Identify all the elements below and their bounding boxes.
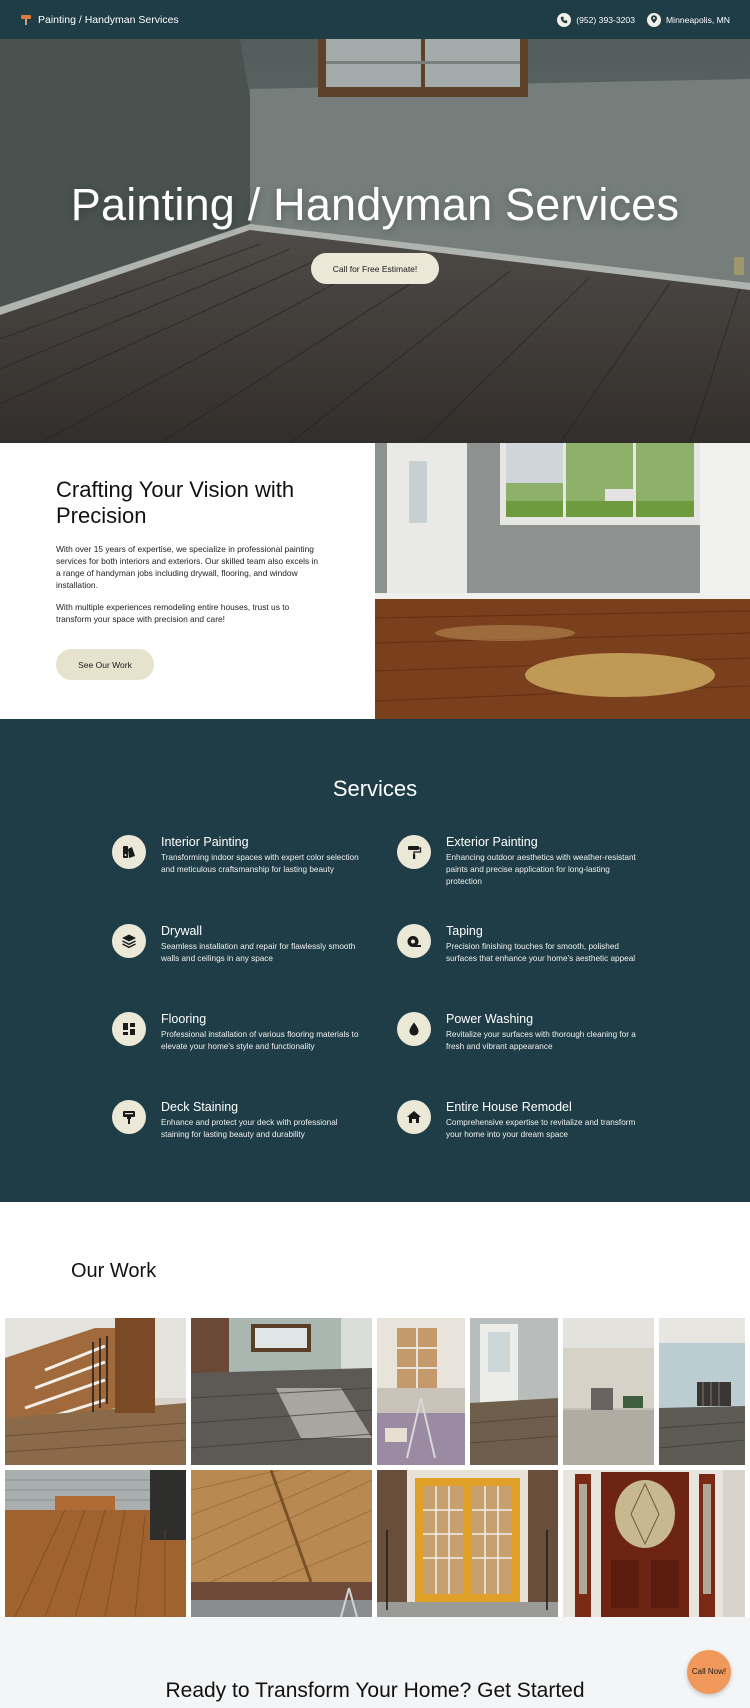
service-name: Interior Painting: [161, 835, 249, 849]
phone-icon: [557, 13, 571, 27]
cta-title: Ready to Transform Your Home? Get Started: [165, 1679, 585, 1702]
see-our-work-button[interactable]: See Our Work: [56, 649, 154, 680]
gallery-photo-deck[interactable]: [5, 1470, 186, 1617]
service-desc: Professional installation of various flooring materials to elevate your home's style and functionality: [161, 1030, 359, 1051]
service-desc: Comprehensive expertise to revitalize and transform your home into your dream space: [446, 1118, 636, 1139]
gallery-photo-front-door[interactable]: [563, 1470, 745, 1617]
service-name: Drywall: [161, 924, 202, 938]
service-name: Flooring: [161, 1012, 207, 1026]
site-header: [0, 0, 750, 39]
hero-title: Painting / Handyman Services: [70, 179, 680, 230]
cta-section: [0, 1617, 750, 1708]
gallery-photo-orange-doors[interactable]: [377, 1470, 558, 1617]
free-estimate-button[interactable]: Call for Free Estimate!: [311, 253, 439, 284]
our-work-title: Our Work: [71, 1260, 157, 1282]
service-desc: Enhance and protect your deck with professional staining for lasting beauty and durability: [161, 1118, 338, 1139]
map-pin-icon: [647, 13, 661, 27]
call-now-floating-button[interactable]: Call Now!: [687, 1650, 731, 1694]
gallery-photo-living-room-floor[interactable]: [191, 1318, 372, 1465]
phone-number: (952) 393-3203: [576, 14, 635, 25]
services-title: Services: [332, 776, 418, 801]
location-text: Minneapolis, MN: [666, 14, 730, 25]
service-desc: Enhancing outdoor aesthetics with weather-resistant paints and precise application for long-lasting protection: [446, 853, 636, 886]
gallery-photo-cedar-ceiling[interactable]: [191, 1470, 372, 1617]
about-paragraph-1: With over 15 years of expertise, we specialize in professional painting services for both interiors and exteriors. Our skilled team also excels in a range of handyman jobs including drywall, flooring, and window installation.: [56, 544, 319, 590]
service-name: Entire House Remodel: [446, 1100, 572, 1114]
service-name: Taping: [446, 924, 483, 938]
service-desc: Revitalize your surfaces with thorough cleaning for a fresh and vibrant appearance: [446, 1030, 636, 1051]
paint-roller-icon: [397, 835, 431, 869]
brand[interactable]: [20, 14, 179, 26]
service-desc: Transforming indoor spaces with expert color selection and meticulous craftsmanship for lasting beauty: [161, 853, 359, 874]
paint-brush-logo-icon: [20, 14, 32, 26]
brush-icon: [112, 1100, 146, 1134]
gallery-photo-carpet-room[interactable]: [563, 1318, 654, 1465]
about-floor-photo: [375, 443, 750, 719]
tape-icon: [397, 924, 431, 958]
gallery-photo-white-door[interactable]: [470, 1318, 558, 1465]
about-text: [56, 477, 321, 625]
header-contact: [557, 13, 730, 27]
about-section: [0, 443, 750, 719]
hero-room-photo: [0, 39, 750, 443]
layers-icon: [112, 924, 146, 958]
about-paragraph-2: With multiple experiences remodeling entire houses, trust us to transform your space with precision and care!: [56, 602, 290, 624]
service-name: Exterior Painting: [446, 835, 538, 849]
gallery-photo-radiator-room[interactable]: [659, 1318, 745, 1465]
paint-swatch-icon: [112, 835, 146, 869]
service-desc: Seamless installation and repair for flawlessly smooth walls and ceilings in any space: [161, 942, 356, 963]
about-title: Crafting Your Vision with Precision: [56, 477, 295, 528]
gallery-photo-renovation-ladder[interactable]: [377, 1318, 465, 1465]
service-desc: Precision finishing touches for smooth, polished surfaces that enhance your home's aesthetic appeal: [446, 942, 636, 963]
brand-name: Painting / Handyman Services: [38, 13, 179, 26]
water-drop-icon: [397, 1012, 431, 1046]
service-name: Power Washing: [446, 1012, 534, 1026]
house-icon: [397, 1100, 431, 1134]
our-work-section: [0, 1202, 750, 1617]
phone-link[interactable]: [557, 13, 635, 27]
service-name: Deck Staining: [161, 1100, 239, 1114]
gallery-photo-stairs[interactable]: [5, 1318, 186, 1465]
dashboard-tiles-icon: [112, 1012, 146, 1046]
services-section: [0, 719, 750, 1202]
hero-section: [0, 39, 750, 443]
location-link[interactable]: [647, 13, 730, 27]
